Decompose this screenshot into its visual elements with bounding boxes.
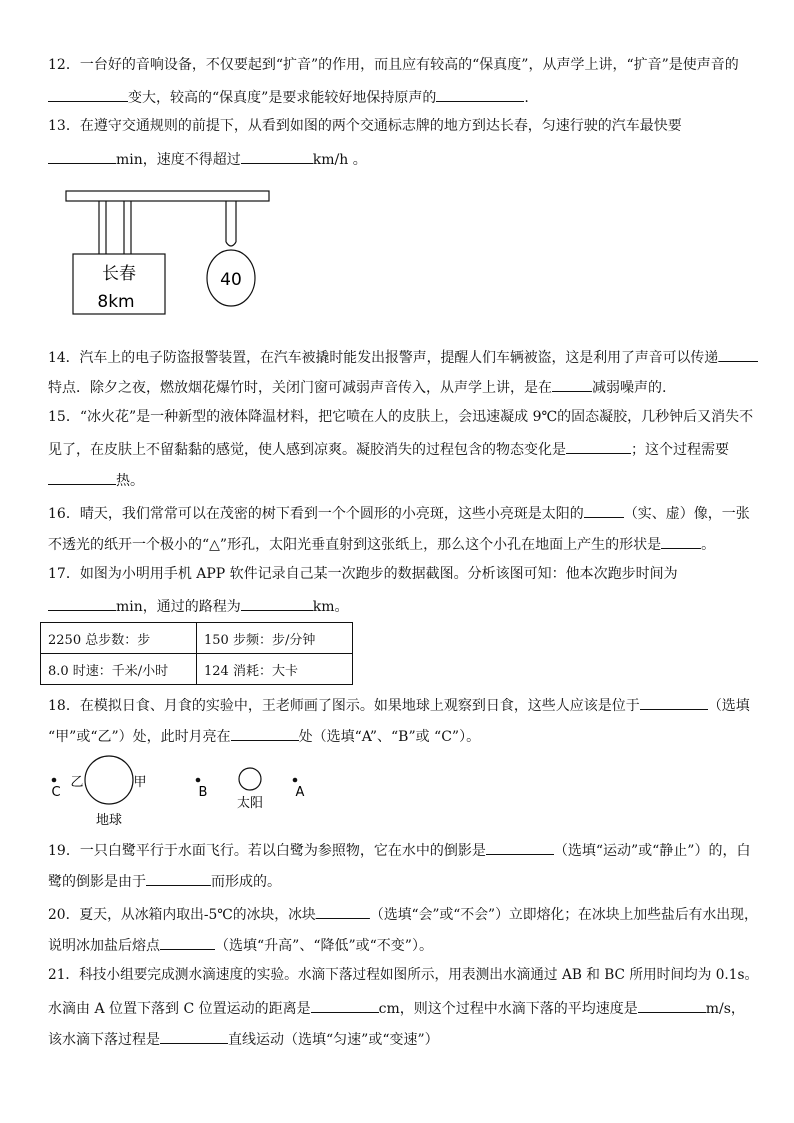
q20-line1: 20．夏天，从冰箱内取出-5℃的冰块，冰块 （选填“会”或“不会”）立即熔化；在冰块上加些盐后有水出现，: [48, 903, 758, 925]
answer-blank[interactable]: [48, 595, 116, 611]
label-yi: 乙: [70, 775, 84, 790]
point-a-dot: [293, 778, 298, 783]
q16-line2: 不透光的纸开一个极小的“△”形孔，太阳光垂直射到这张纸上，那么这个小孔在地面上产生的形状是 。: [48, 533, 715, 555]
answer-blank[interactable]: [146, 870, 211, 886]
traffic-signs-figure: [60, 186, 280, 316]
q21-line1: 21．科技小组要完成测水滴速度的实验。水滴下落过程如图所示，用表测出水滴通过 AB 和 BC 所用时间均为 0.1s。: [48, 967, 759, 983]
label-b: B: [198, 785, 208, 800]
answer-blank[interactable]: [160, 1028, 228, 1044]
answer-blank[interactable]: [661, 533, 701, 549]
table-cell: 2250 总步数：步: [41, 623, 197, 654]
table-cell: 124 消耗：大卡: [197, 654, 353, 685]
label-c: C: [51, 785, 61, 800]
table-cell: 150 步频：步/分钟: [197, 623, 353, 654]
q12-line1: 12．一台好的音响设备，不仅要起到“扩音”的作用，而且应有较高的“保真度”，从声学上讲，“扩音”是使声音的: [48, 57, 739, 73]
q19-line1: 19．一只白鹭平行于水面飞行。若以白鹭为参照物，它在水中的倒影是 （选填“运动”或“静止”）的，白: [48, 839, 750, 861]
q12-line2: 变大，较高的“保真度”是要求能较好地保持原声的 .: [48, 86, 529, 108]
q15-line3: 热。: [48, 469, 144, 491]
q14-line2: 特点．除夕之夜，燃放烟花爆竹时，关闭门窗可减弱声音传入，从声学上讲，是在 减弱噪声的.: [48, 376, 666, 398]
running-data-table: [40, 622, 353, 685]
answer-blank[interactable]: [48, 148, 116, 164]
q15-line1: 15．“冰火花”是一种新型的液体降温材料，把它喷在人的皮肤上，会迅速凝成 9℃的固态凝胶，几秒钟后又消失不: [48, 409, 754, 425]
q14-line1: 14．汽车上的电子防盗报警装置，在汽车被撬时能发出报警声，提醒人们车辆被盗，这是利用了声音可以传递: [48, 346, 758, 368]
answer-blank[interactable]: [566, 438, 631, 454]
q19-line2: 鹭的倒影是由于 而形成的。: [48, 870, 281, 892]
answer-blank[interactable]: [552, 376, 592, 392]
q18-line1: 18．在模拟日食、月食的实验中，王老师画了图示。如果地球上观察到日食，这些人应该是位于 （选填: [48, 694, 750, 716]
label-sun: 太阳: [236, 796, 264, 811]
q21-line3: 该水滴下落过程是 直线运动（选填“匀速”或“变速”）: [48, 1028, 439, 1050]
table-row: [41, 623, 353, 654]
q15-line2: 见了，在皮肤上不留黏黏的感觉，使人感到凉爽。凝胶消失的过程包含的物态变化是 ；这个过程需要: [48, 438, 729, 460]
answer-blank[interactable]: [48, 86, 128, 102]
q16-line1: 16．晴天，我们常常可以在茂密的树下看到一个个圆形的小亮斑，这些小亮斑是太阳的 （实、虚）像，一张: [48, 502, 750, 524]
point-b-dot: [196, 778, 201, 783]
sun-circle: [239, 768, 261, 790]
q20-line2: 说明冰加盐后熔点 （选填“升高”、“降低”或“不变”）。: [48, 934, 433, 956]
answer-blank[interactable]: [486, 839, 554, 855]
sign-city: 长春: [102, 264, 136, 284]
label-jia: 甲: [133, 775, 147, 790]
q17-line2: min，通过的路程为 km。: [48, 595, 349, 617]
table-cell: 8.0 时速：千米/小时: [41, 654, 197, 685]
sign-beam: [66, 191, 269, 201]
q17-line1: 17．如图为小明用手机 APP 软件记录自己某一次跑步的数据截图。分析该图可知：他本次跑步时间为: [48, 566, 678, 582]
answer-blank[interactable]: [311, 997, 379, 1013]
sign-distance: 8km: [97, 292, 135, 312]
q21-line2: 水滴由 A 位置下落到 C 位置运动的距离是 cm，则这个过程中水滴下落的平均速度是 m/s，: [48, 997, 745, 1019]
answer-blank[interactable]: [640, 694, 708, 710]
answer-blank[interactable]: [160, 934, 215, 950]
label-a: A: [295, 785, 305, 800]
answer-blank[interactable]: [584, 502, 624, 518]
answer-blank[interactable]: [231, 725, 299, 741]
answer-blank[interactable]: [241, 148, 313, 164]
answer-blank[interactable]: [48, 469, 116, 485]
point-c-dot: [52, 778, 57, 783]
label-earth: 地球: [95, 813, 123, 828]
sign-speed: 40: [220, 270, 242, 290]
q13-line2: min，速度不得超过 km/h 。: [48, 148, 367, 170]
eclipse-figure: [40, 748, 330, 830]
answer-blank[interactable]: [638, 997, 706, 1013]
answer-blank[interactable]: [436, 86, 524, 102]
q13-line1: 13．在遵守交通规则的前提下，从看到如图的两个交通标志牌的地方到达长春，匀速行驶的汽车最快要: [48, 118, 682, 134]
earth-circle: [85, 756, 133, 804]
answer-blank[interactable]: [316, 903, 370, 919]
answer-blank[interactable]: [718, 346, 758, 362]
q18-line2: “甲”或“乙”）处，此时月亮在 处（选填“A”、“B”或 “C”）。: [48, 725, 480, 747]
table-row: [41, 654, 353, 685]
answer-blank[interactable]: [241, 595, 313, 611]
